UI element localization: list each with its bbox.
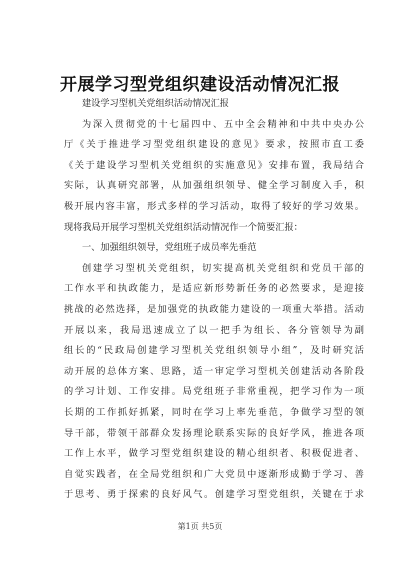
paragraph-line: 自觉实践者，在全局党组织和广大党员中逐渐形成勤于学习、善: [64, 468, 364, 480]
paragraph-line: 于思考、勇于探索的良好风气。创建学习型党组织，关键在于求: [64, 489, 364, 501]
paragraph-line: 实际，认真研究部署，从加强组织领导、健全学习制度入手，积: [64, 180, 364, 192]
paragraph-line: 组长的“民政局创建学习型机关党组织领导小组”，及时研究活: [64, 345, 364, 357]
paragraph-line: 开展以来，我局迅速成立了以一把手为组长、各分管领导为副: [64, 324, 364, 336]
paragraph-line: 一、加强组织领导，党组班子成员率先垂范: [82, 242, 257, 254]
paragraph-line: 导干部，带领干部群众发扬理论联系实际的良好学风，推进各项: [64, 427, 364, 439]
paragraph-line: 的学习计划、工作安排。局党组班子非常重视，把学习作为一项: [64, 386, 364, 398]
paragraph-line: 挑战的必然选择，是加强党的执政能力建设的一项重大举措。活动: [64, 303, 364, 315]
paragraph-line: 厅《关于推进学习型党组织建设的意见》要求，按照市直工委: [64, 139, 364, 151]
paragraph-line: 为深入贯彻党的十七届四中、五中全会精神和中共中央办公: [82, 118, 364, 130]
paragraph-line: 《关于建设学习型机关党组织的实施意见》安排布置，我局结合: [64, 159, 364, 171]
paragraph-line: 现将我局开展学习型机关党组织活动情况作一个简要汇报：: [64, 221, 303, 233]
paragraph-line: 建设学习型机关党组织活动情况汇报: [82, 98, 229, 109]
paragraph-line: 动开展的总体方案、思路，适一审定学习型机关创建活动各阶段: [64, 365, 364, 377]
paragraph-line: 创建学习型机关党组织，切实提高机关党组织和党员干部的: [82, 262, 364, 274]
paragraph-line: 极开展内容丰富，形式多样的学习活动，取得了较好的学习效果。: [64, 200, 364, 212]
paragraph-line: 工作水平和执政能力，是适应新形势新任务的必然要求，是迎接: [64, 283, 364, 295]
paragraph-line: 工作上水平，做学习型党组织建设的精心组织者、积极促进者、: [64, 448, 364, 460]
document-title: 开展学习型党组织建设活动情况汇报: [60, 75, 340, 95]
document-body: [64, 94, 364, 506]
paragraph-line: 长期的工作抓好抓紧，同时在学习上率先垂范，争做学习型的领: [64, 406, 364, 418]
page-footer: 第1页 共5页: [177, 522, 223, 531]
